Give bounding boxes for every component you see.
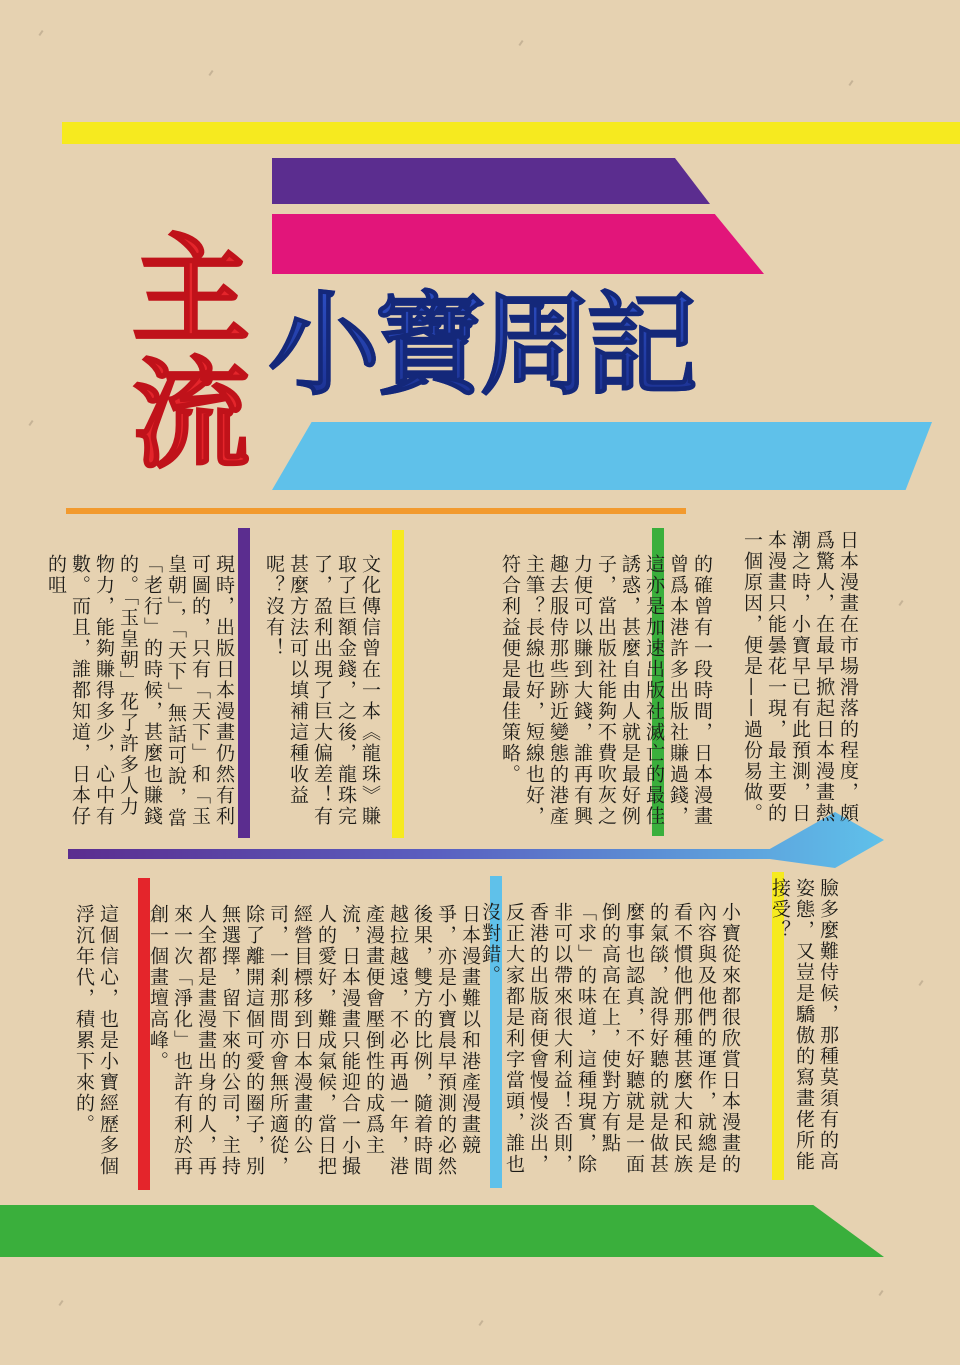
paragraph: 文化傳信曾在一本《龍珠》賺取了巨額金錢，之後，龍珠完了，盈利出現了巨大偏差！有甚麼方法可以填補這種收益呢？沒有！ [263,554,381,827]
paragraph: 這個信心，也是小寶經歷多個浮沉年代，積累下來的。 [73,904,119,1177]
text-block-top-left [45,530,382,830]
cyan-title-slab [272,422,932,490]
purple-title-slab [272,158,710,204]
paper-fleck [28,420,33,426]
text-block-bottom-right [479,878,840,1178]
paper-fleck [898,600,903,606]
paper-fleck [878,1290,883,1296]
paragraph: 現時，出版日本漫畫仍然有利可圖的，只有「天下」和「玉皇朝」，「天下」無話可說，當「老行」的時候，甚麼也賺錢的。「玉皇朝」花了許多人力物力，能夠賺得多少，心中有數。而且，誰都知道，日本仔的咀 [45,554,235,829]
paper-fleck [38,30,43,36]
paper-fleck [518,40,523,46]
green-footer-bar [0,1205,884,1257]
paragraph: 小寶從來都很欣賞日本漫畫的內容與及他們的運作，就總是看不慣他們那種甚麼大和民族的氣燄，說得好聽的就是做甚麼事也認真，不好聽就是一面倒的高高在上，使對方有點「求」的味道，這種現實，除非可以帶來很大利益！否則，香港的出版商便會慢慢淡出，反正大家都是利字當頭，誰也沒對錯。 [479,902,741,1175]
paper-fleck [478,1320,483,1326]
yellow-column-bar [392,530,404,838]
paragraph: 的確曾有一段時間，日本漫畫曾爲本港許多出版社賺過錢，這亦是加速出版社滅亡的最佳誘惑，甚麼自由人就是最好例子，當出版社能夠不費吹灰之力便可以賺到大錢，誰再有興趣去服侍那些跡近變態的港產主筆？長線也好，短線也好，符合利益便是最佳策略。 [499,554,713,827]
text-block-top-right [420,530,860,830]
paragraph: 臉多麼難侍候，那種莫須有的高姿態，又豈是驕傲的寫畫佬所能接受？ [769,878,839,1172]
paragraph: 日本漫畫在市場滑落的程度，頗爲驚人，在最早掀起日本漫畫熱潮之時，小寶早已有此預測，日本漫畫只能曇花一現，最主要的一個原因，便是——過份易做。 [741,530,859,824]
paper-fleck [848,80,853,86]
paper-fleck [918,980,923,986]
page-title: 小寶周記 [268,282,788,410]
paragraph: 日本漫畫難以和港產漫畫競爭，亦是小寶晨早預測的必然後果，雙方的比例，隨着時間越拉越遠，不必再過一年，港產漫畫便會壓倒性的成爲主流，日本漫畫只能迎合一小撮人的愛好，難成氣候，當日把經營目標移到日本漫畫的公司，一剎那間亦會無所適從，除了離開這個可愛的圈子，別無選擇，留下來的公司，主持人全都是畫漫畫出身的人，再來一次「淨化」也許有利於再創一個畫壇高峰。 [147,904,481,1177]
yellow-header-bar [62,122,960,144]
orange-divider-rule [66,508,686,514]
paper-fleck [58,1300,63,1306]
paper-fleck [208,70,213,76]
magenta-title-slab [272,214,764,274]
column-tag-title: 主流 [112,228,250,476]
text-block-bottom-left [66,880,482,1180]
